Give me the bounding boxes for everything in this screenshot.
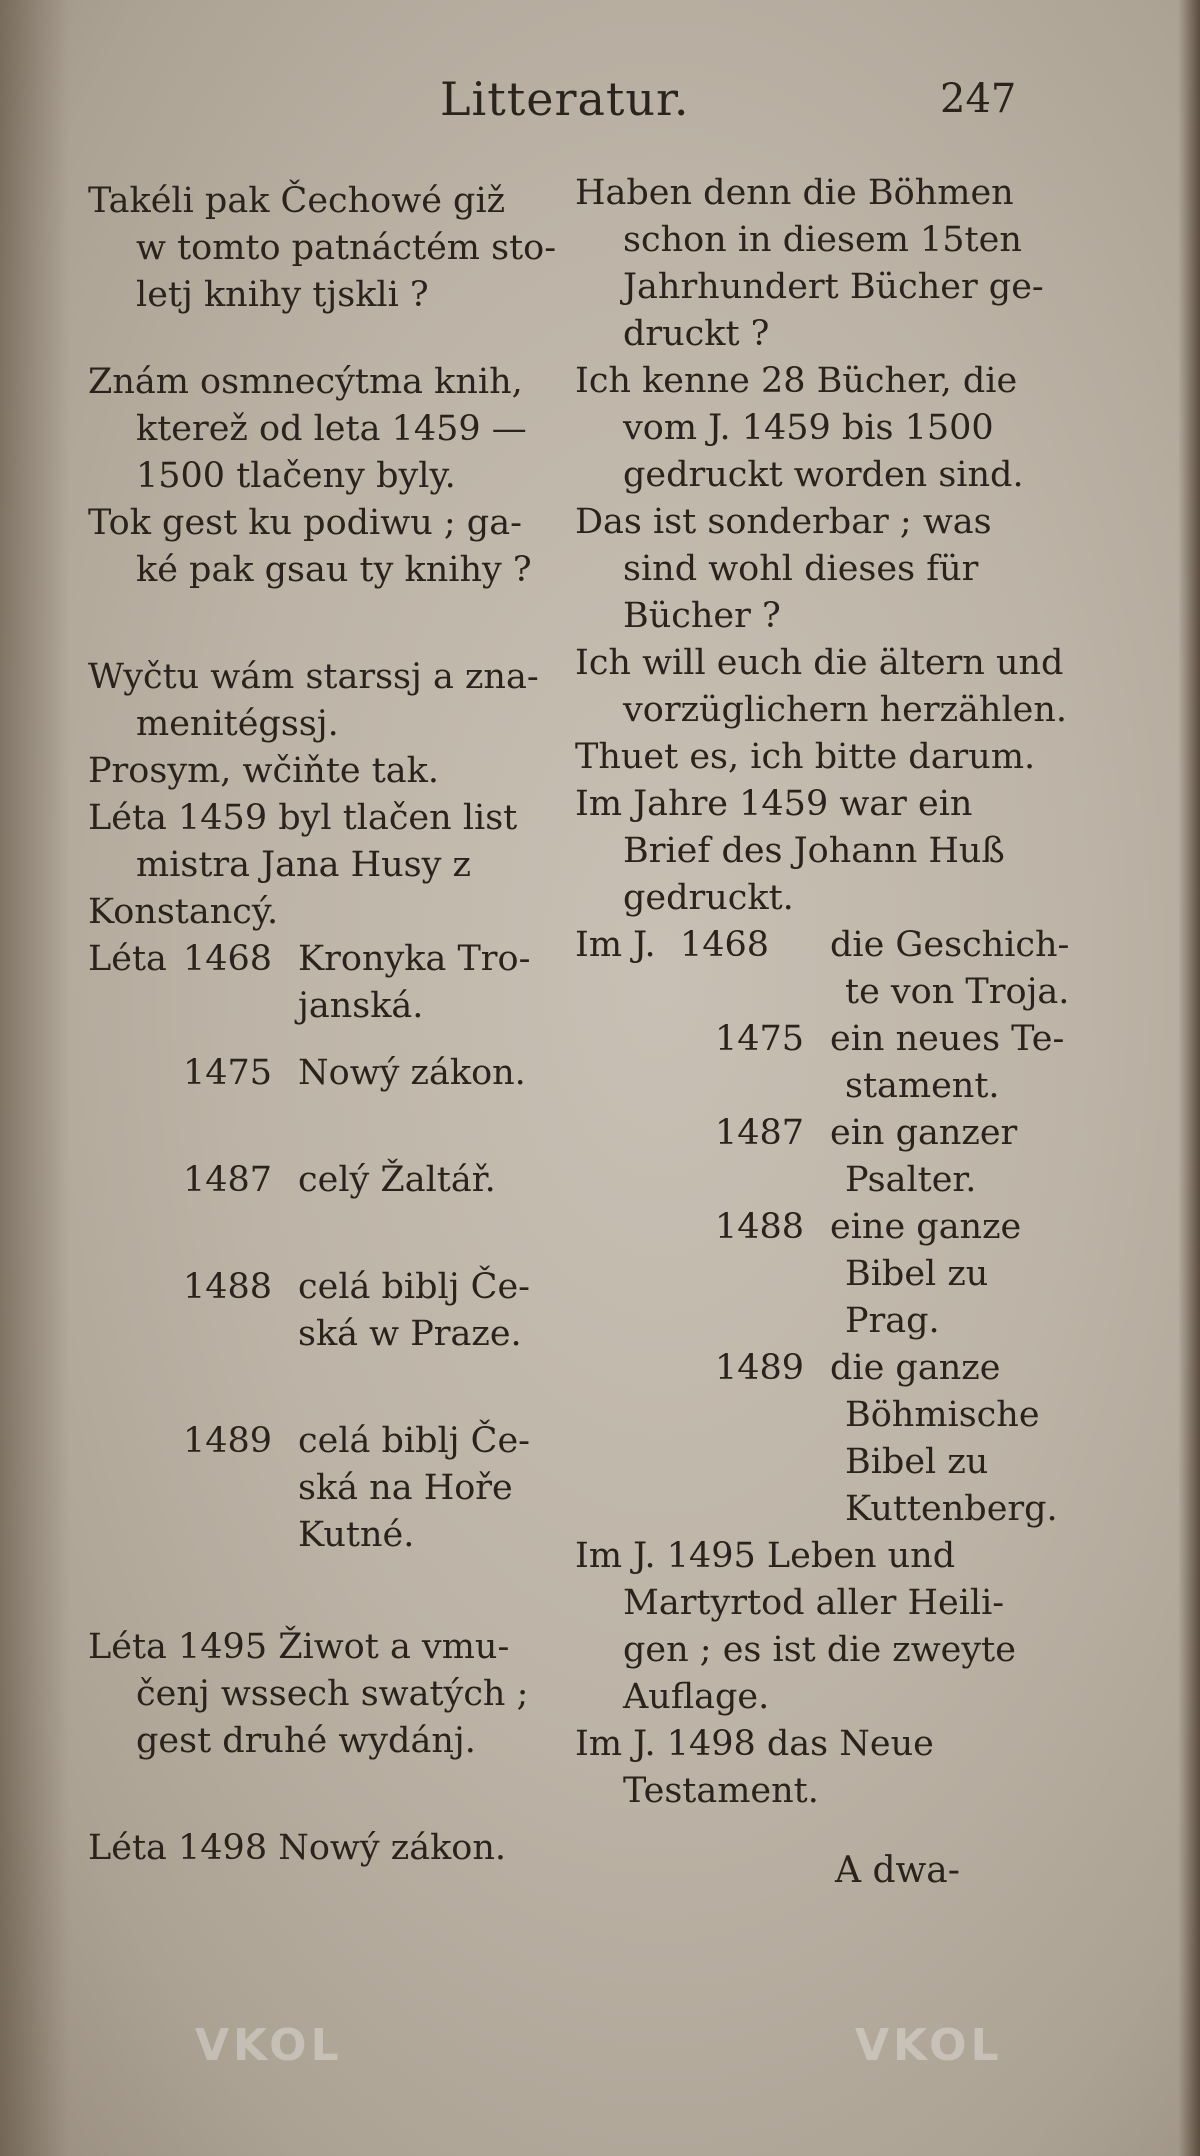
list-year: 1488	[183, 1267, 273, 1307]
list-item	[88, 936, 558, 983]
text-line: Das ist sonderbar ; was	[575, 502, 992, 542]
list-year: 1487	[715, 1113, 805, 1153]
list-item-cont	[575, 1392, 1045, 1439]
entry-1495	[88, 1624, 558, 1765]
list-item-cont	[88, 1465, 558, 1512]
text-line: schon in diesem 15ten	[623, 220, 1022, 260]
library-watermark: VKOL	[195, 2020, 343, 2071]
text-line: čenj wssech swatých ;	[136, 1674, 529, 1714]
list-item	[575, 1204, 1045, 1251]
list-item	[88, 1050, 558, 1097]
list-text: ská na Hoře	[298, 1468, 513, 1508]
list-text: Kutné.	[298, 1515, 415, 1555]
text-line: Bücher ?	[623, 596, 781, 636]
running-head: Litteratur.	[440, 72, 690, 126]
book-list	[575, 922, 1070, 1533]
list-text: ein neues Te-	[830, 1019, 1065, 1059]
list-year: 1468	[680, 925, 770, 965]
text-line: Léta 1459 byl tlačen list	[88, 798, 518, 838]
list-text: Kuttenberg.	[845, 1489, 1058, 1529]
list-text: die Geschich-	[830, 925, 1070, 965]
text-line: Takéli pak Čechowé giž	[88, 181, 506, 221]
text-line: ké pak gsau ty knihy ?	[136, 550, 532, 590]
text-line: Thuet es, ich bitte darum.	[575, 737, 1036, 777]
list-prefix: Léta	[88, 939, 167, 979]
list-item	[88, 1418, 558, 1465]
text-line: Tok gest ku podiwu ; ga-	[88, 503, 522, 543]
text-line: Haben denn die Böhmen	[575, 173, 1014, 213]
list-item	[575, 1110, 1045, 1157]
text-line: vorzüglichern herzählen.	[623, 690, 1068, 730]
text-line: gedruckt.	[623, 878, 794, 918]
text-line: mistra Jana Husy z	[136, 845, 471, 885]
text-line: Wyčtu wám starssj a zna-	[88, 657, 539, 697]
text-line: Léta 1495 Žiwot a vmu-	[88, 1627, 510, 1667]
list-text: celá biblj Če-	[298, 1421, 530, 1461]
answer-block	[88, 795, 558, 936]
list-item	[88, 1157, 558, 1204]
list-item	[88, 1264, 558, 1311]
list-text: die ganze	[830, 1348, 1001, 1388]
text-line: 1500 tlačeny byly.	[136, 456, 456, 496]
list-item-cont	[575, 1439, 1045, 1486]
text-line: sind wohl dieses für	[623, 549, 979, 589]
list-text: ská w Praze.	[298, 1314, 522, 1354]
list-text: Psalter.	[845, 1160, 977, 1200]
question-block	[575, 499, 1045, 640]
text-line: Znám osmnecýtma knih,	[88, 362, 523, 402]
text-line: menitégssj.	[136, 704, 339, 744]
list-year: 1475	[183, 1053, 273, 1093]
text-line: Ich will euch die ältern und	[575, 643, 1064, 683]
text-line: Prosym, wčiňte tak.	[88, 751, 439, 791]
page-edge	[1178, 0, 1200, 2156]
text-line: Im Jahre 1459 war ein	[575, 784, 973, 824]
list-item-cont	[575, 1063, 1045, 1110]
text-line: gen ; es ist die zweyte	[623, 1630, 1016, 1670]
text-line: gedruckt worden sind.	[623, 455, 1024, 495]
list-item-cont	[575, 1157, 1045, 1204]
spine-shadow	[0, 0, 70, 2156]
list-text: stament.	[845, 1066, 1000, 1106]
list-item-cont	[575, 1486, 1058, 1533]
text-line: Im J. 1498 das Neue	[575, 1724, 934, 1764]
text-line: Ich kenne 28 Bücher, die	[575, 361, 1018, 401]
text-line: Brief des Johann Huß	[623, 831, 1005, 871]
answer-block	[88, 654, 558, 748]
list-text: celý Žaltář.	[298, 1160, 496, 1200]
question-block	[575, 170, 1045, 358]
text-line: Testament.	[623, 1771, 819, 1811]
german-column	[575, 170, 1070, 1815]
list-year: 1468	[183, 939, 273, 979]
list-year: 1475	[715, 1019, 805, 1059]
question-block	[88, 178, 558, 319]
text-line: Jahrhundert Bücher ge-	[623, 267, 1044, 307]
entry-1498: Léta 1498 Nowý zákon.	[88, 1828, 507, 1868]
list-text: eine ganze	[830, 1207, 1022, 1247]
list-text: celá biblj Če-	[298, 1267, 530, 1307]
list-text: Nowý zákon.	[298, 1053, 526, 1093]
answer-block	[88, 359, 558, 500]
page-number: 247	[940, 76, 1017, 122]
text-line: w tomto patnáctém sto-	[136, 228, 557, 268]
list-text: Prag.	[845, 1301, 940, 1341]
list-item-cont	[575, 1251, 1045, 1298]
library-watermark: VKOL	[855, 2020, 1003, 2071]
list-item	[575, 922, 1070, 969]
entry-1498	[575, 1721, 1045, 1815]
text-line: Auflage.	[623, 1677, 770, 1717]
text-line: Martyrtod aller Heili-	[623, 1583, 1005, 1623]
list-item-cont	[88, 1311, 558, 1358]
list-text: te von Troja.	[845, 972, 1070, 1012]
text-line: Konstancý.	[88, 892, 279, 932]
text-line: letj knihy tjskli ?	[136, 275, 429, 315]
list-item-cont	[88, 1512, 558, 1559]
answer-block	[575, 640, 1068, 734]
list-text: Bibel zu	[845, 1442, 989, 1482]
list-item-cont	[88, 983, 558, 1030]
list-item	[575, 1345, 1045, 1392]
answer-block	[575, 781, 1045, 922]
list-year: 1487	[183, 1160, 273, 1200]
book-list	[88, 936, 558, 1559]
answer-block	[575, 358, 1045, 499]
list-text: Kronyka Tro-	[298, 939, 531, 979]
catchword: A dwa-	[835, 1850, 960, 1891]
list-text: Bibel zu	[845, 1254, 989, 1294]
list-item-cont	[575, 1298, 1045, 1345]
list-item-cont	[575, 969, 1070, 1016]
text-line: Im J. 1495 Leben und	[575, 1536, 956, 1576]
list-item	[575, 1016, 1065, 1063]
list-text: ein ganzer	[830, 1113, 1018, 1153]
text-line: druckt ?	[623, 314, 770, 354]
list-text: janská.	[298, 986, 424, 1026]
list-year: 1489	[715, 1348, 805, 1388]
list-prefix: Im J.	[575, 925, 656, 965]
czech-column	[88, 178, 558, 1872]
list-year: 1489	[183, 1421, 273, 1461]
question-block	[88, 500, 558, 594]
list-text: Böhmische	[845, 1395, 1040, 1435]
entry-1495	[575, 1533, 1045, 1721]
text-line: vom J. 1459 bis 1500	[623, 408, 994, 448]
list-year: 1488	[715, 1207, 805, 1247]
text-line: kterež od leta 1459 —	[136, 409, 527, 449]
text-line: gest druhé wydánj.	[136, 1721, 476, 1761]
